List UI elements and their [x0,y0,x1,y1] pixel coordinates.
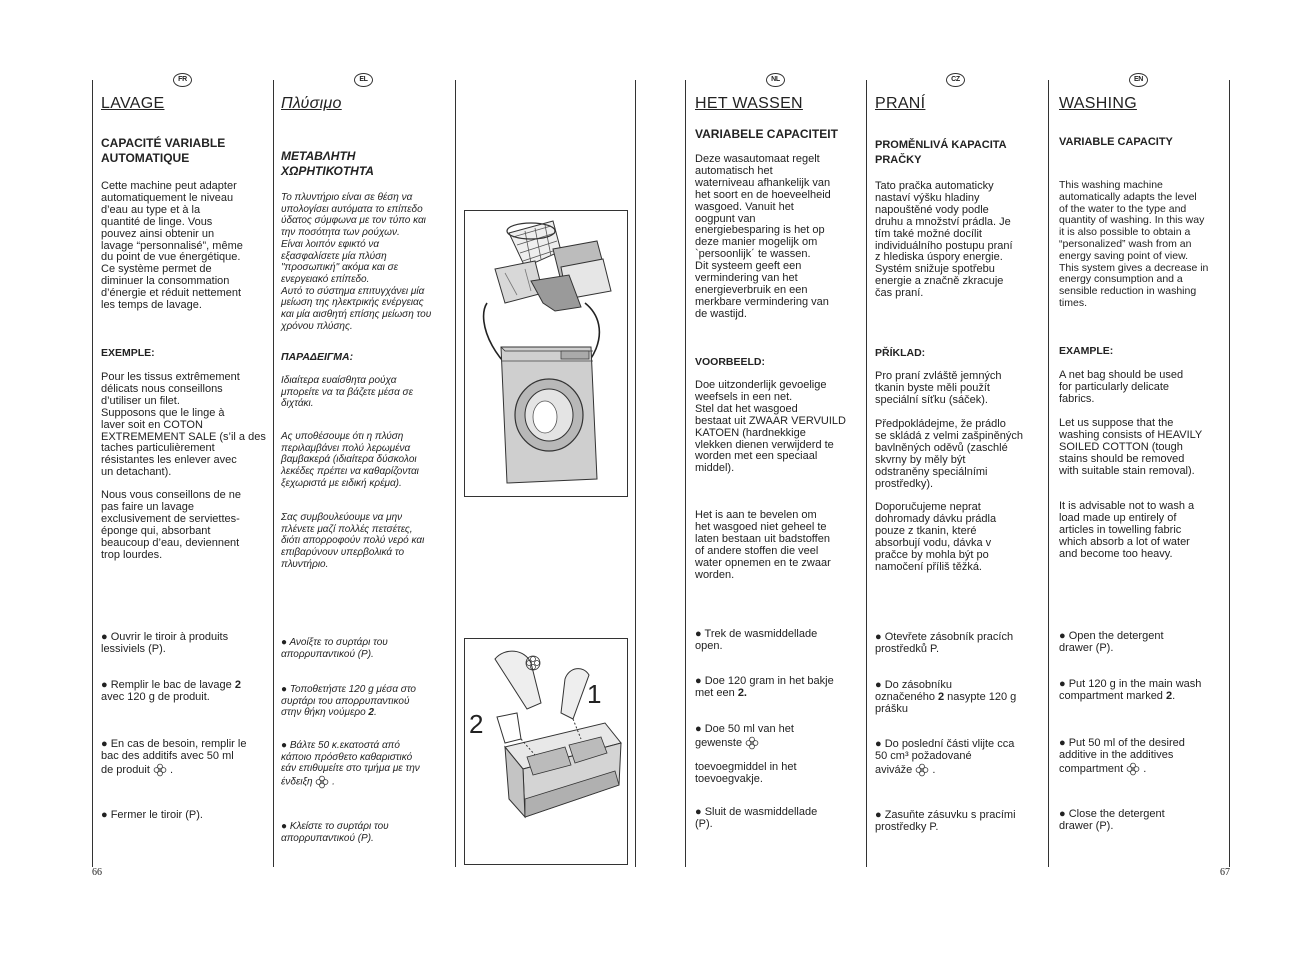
section-subtitle: CAPACITÉ VARIABLE AUTOMATIQUE [101,136,226,165]
intro-text: Deze wasautomaat regelt automatisch het waterniveau afhankelijk van het soort en de hoeveelheid wasgoed. Vanuit het oogpunt van energiebesparing is het op deze manier mogelijk om `persoonlijk´ te wassen. Dit systeem geeft een vermindering van het energieverbruik en een merkbare vermindering van de wastijd. [695,153,831,320]
flower-icon [745,736,759,750]
detergent-drawer-icon [505,723,621,817]
section-title: HET WASSEN [695,95,803,112]
step-fill-additive: ● Doe 50 ml van het gewenste toevoegmiddel in het toevoegvakje. [695,723,797,785]
example-text: Ιδιαίτερα ευαίσθητα ρούχα μπορείτε να τα βάζετε μέσα σε διχτάκι. [281,375,413,410]
divider-line [455,80,456,867]
section-title: WASHING [1059,95,1137,112]
detergent-drawer-image [465,639,627,864]
detergent-bottle-icon [495,651,541,709]
language-badge-fr: FR [173,73,192,87]
example-text: Pro praní zvláště jemných tkanin byste měli použít speciální síťku (sáček). [875,370,1002,406]
divider-line [273,80,274,867]
divider-line [685,80,686,867]
drawer-illustration [464,638,628,865]
example-text: Nous vous conseillons de ne pas faire un lavage exclusivement de serviettes- éponge qui, absorbant beaucoup d’eau, deviennent trop lourdes. [101,489,242,561]
example-text: A net bag should be used for particularly delicate fabrics. [1059,369,1184,405]
step-open-drawer: ● Trek de wasmiddellade open. [695,628,818,652]
additive-bottle-icon [561,669,589,719]
flower-icon [915,763,929,777]
step-fill-additive: ● En cas de besoin, remplir le bac des additifs avec 50 ml de produit . [101,738,247,776]
divider-line [635,80,636,867]
step-close-drawer: ● Zasuňte zásuvku s pracími prostředky P. [875,809,1016,833]
step-close-drawer: ● Close the detergent drawer (P). [1059,808,1165,832]
section-title: LAVAGE [101,95,165,112]
step-fill-main: ● Doe 120 gram in het bakje met een 2. [695,675,834,699]
example-text: Předpokládejme, že prádlo se skládá z velmi zašpiněných bavlněných oděvů (zaschlé skvrny by měly být odstraněny speciálními prostředky). [875,418,1023,490]
example-text: Het is aan te bevelen om het wasgoed niet geheel te laten bestaan uit badstoffen of andere stoffen die veel water opnemen en te zwaar worden. [695,509,831,581]
step-close-drawer: ● Κλείστε το συρτάρι του απορρυπαντικού (P). [281,821,389,844]
flower-icon [1126,762,1140,776]
flower-icon [315,775,329,789]
intro-text: Tato pračka automaticky nastaví výšku hladiny napouštěné vody podle druhu a množství prádla. Je tím také možné docílit individuálního postupu praní z hlediska úspory energie. Systém snižuje spotřebu energie a značně zkracuje čas praní. [875,180,1013,300]
example-text: Doe uitzonderlijk gevoelige weefsels in een net. Stel dat het wasgoed bestaat uit ZWAAR VERVUILD KATOEN (hardnekkige vlekken dienen verwijderd te worden met een speciaal middel). [695,379,846,475]
step-fill-main: ● Put 120 g in the main wash compartment marked 2. [1059,678,1202,702]
example-text: Let us suppose that the washing consists of HEAVILY SOILED COTTON (tough stains should be removed with suitable stain removal). [1059,417,1203,477]
section-subtitle: ΜΕΤΑΒΛΗΤΗ ΧΩΡΗΤΙΚΟΤΗΤΑ [281,149,374,178]
laundry-basket-icon [507,221,561,267]
step-close-drawer: ● Sluit de wasmiddellade (P). [695,806,818,830]
example-label: EXEMPLE: [101,347,155,359]
step-open-drawer: ● Ανοίξτε το συρτάρι του απορρυπαντικού (P). [281,637,388,660]
divider-line [1048,80,1049,867]
example-text: It is advisable not to wash a load made up entirely of articles in towelling fabric which absorb a lot of water and become too heavy. [1059,500,1195,560]
page-number: 67 [1220,867,1230,878]
example-text: Ας υποθέσουμε ότι η πλύση περιλαμβάνει πολύ λερωμένα βαμβακερά (ιδιαίτερα δύσκολοι λεκέδες πρέπει να καθαρίζονται ξεχωριστά με ειδική κρέμα). [281,431,419,489]
section-title: PRANÍ [875,95,926,112]
intro-text: Cette machine peut adapter automatiquement le niveau d’eau au type et à la quantité de linge. Vous pouvez ainsi obtenir un lavage “personnalisé”, même du point de vue énergétique. Ce système permet de diminuer la consommation d’énergie et réduit nettement les temps de lavage. [101,180,243,312]
section-subtitle: VARIABELE CAPACITEIT [695,127,838,141]
flower-icon [153,763,167,777]
section-title: Πλύσιμο [281,95,342,112]
intro-text: Το πλυντήριο είναι σε θέση να υπολογίσει αυτόματα το επίπεδο ύδατος σύμφωνα με τον τύπο και την ποσότητα των ρούχων. Είναι λοιπόν εφικτό να εξασφαλίσετε μία πλύση "προσωπική" ακόμα και σε ενεργειακό επίπεδο. Αυτό το σύστημα επιτυγχάνει μία μείωση της ηλεκτρικής ενέργειας και μία αισθητή επίσης μείωση του χρόνου πλύσης. [281,192,432,332]
laundry-illustration [464,210,628,497]
step-open-drawer: ● Open the detergent drawer (P). [1059,630,1164,654]
example-label: ΠΑΡΑΔΕΙΓΜΑ: [281,351,354,363]
language-badge-nl: NL [766,73,785,87]
example-label: EXAMPLE: [1059,345,1114,357]
step-fill-additive: ● Βάλτε 50 κ.εκατοστά από κάποιο πρόσθετο καθαριστικό εάν επιθυμείτε στο τμήμα με την ένδειξη . [281,740,420,788]
divider-line [1229,80,1230,867]
page-number: 66 [92,867,102,878]
example-text: Pour les tissus extrêmement délicats nous conseillons d’utiliser un filet. Supposons que le linge à laver soit en COTON EXTREMEMENT SALE (s’il a des taches particulièrement résistantes les enlever avec un detachant). [101,371,266,479]
language-badge-en: EN [1129,73,1148,87]
language-badge-el: EL [354,73,373,87]
step-fill-main: ● Remplir le bac de lavage 2 avec 120 g de produit. [101,679,241,703]
example-label: PŘÍKLAD: [875,347,926,359]
washing-machine-image [465,211,627,496]
drawer-label-additive: 1 [587,679,602,709]
divider-line [866,80,867,867]
step-open-drawer: ● Ouvrir le tiroir à produits lessiviels (P). [101,631,229,655]
washing-machine-icon [501,347,597,483]
example-text: Doporučujeme neprat dohromady dávku prádla pouze z tkanin, které absorbují vodu, dávka v pračce by mohla být po namočení příliš těžká. [875,501,997,573]
example-text: Σας συμβουλεύουμε να μην πλένετε μαζί πολλές πετσέτες, διότι απορροφούν πολύ νερό και επιβαρύνουν υπερβολικά το πλυντήριο. [281,512,425,570]
language-badge-cz: CZ [946,73,965,87]
step-fill-main: ● Do zásobníku označeného 2 nasypte 120 g prášku [875,679,1017,715]
step-fill-main: ● Τοποθετήστε 120 g μέσα στο συρτάρι του απορρυπαντικού στην θήκη νούμερο 2. [281,684,416,719]
step-fill-additive: ● Do poslední části vlijte cca 50 cm³ požadované avivážе . [875,738,1015,776]
step-open-drawer: ● Otevřete zásobník pracích prostředků P. [875,631,1014,655]
step-close-drawer: ● Fermer le tiroir (P). [101,809,203,821]
drawer-label-main: 2 [469,709,484,739]
section-subtitle: VARIABLE CAPACITY [1059,136,1173,148]
intro-text: This washing machine automatically adapts the level of the water to the type and quantity of washing. In this way it is also possible to obtain a “personalized” wash from an energy saving point of view. This system gives a decrease in energy consumption and a sensible reduction in washing times. [1059,179,1209,309]
example-label: VOORBEELD: [695,356,766,368]
section-subtitle: PROMĚNLIVÁ KAPACITA PRAČKY [875,139,1007,166]
step-fill-additive: ● Put 50 ml of the desired additive in the additives compartment . [1059,737,1185,775]
divider-line [92,80,93,867]
